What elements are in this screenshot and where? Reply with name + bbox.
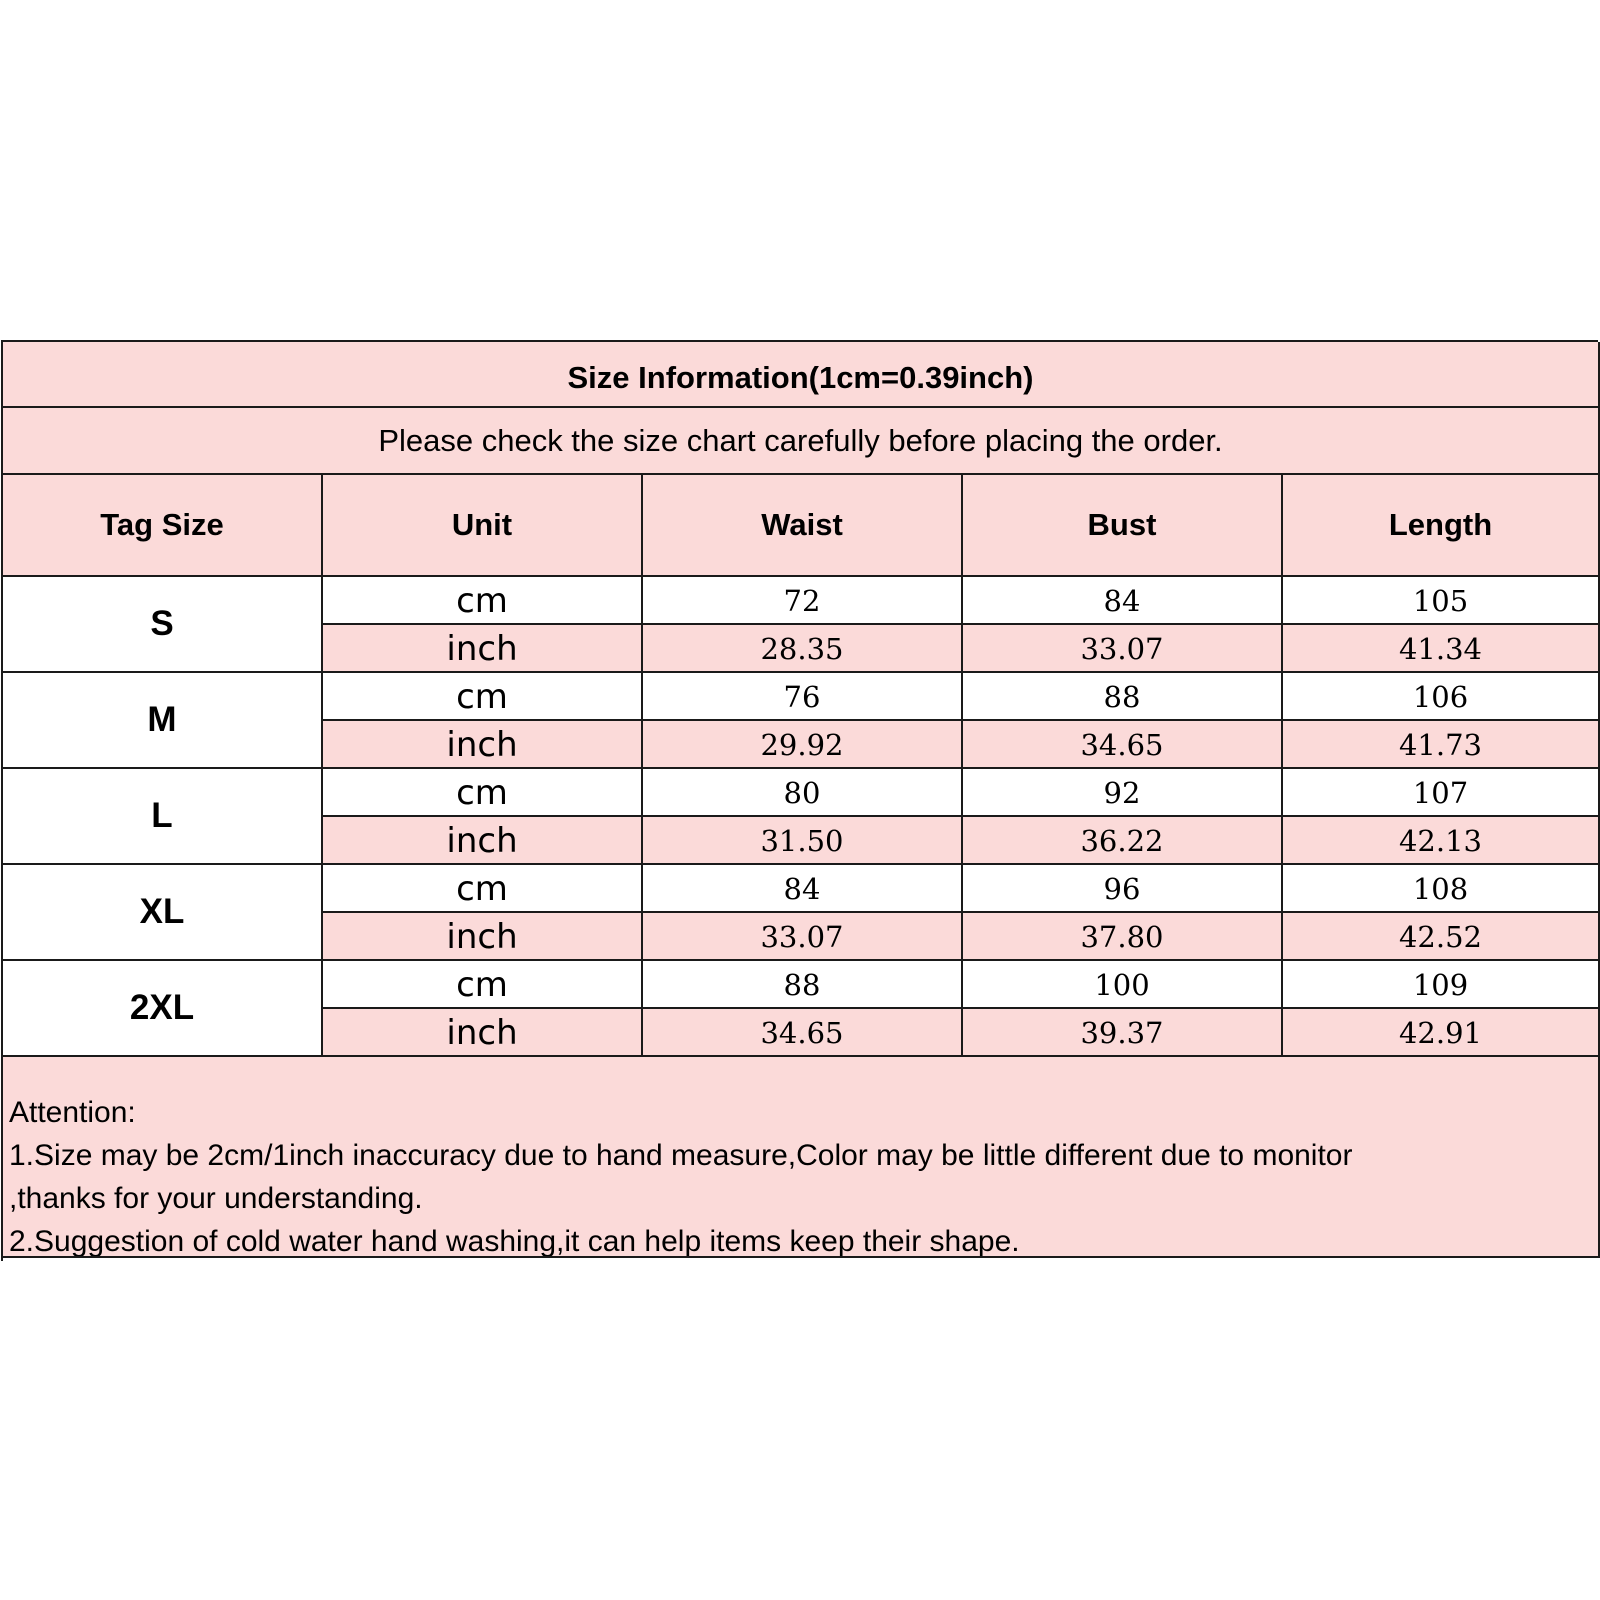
length-cell: 105 — [1283, 577, 1600, 625]
size-label-s: S — [3, 577, 323, 673]
waist-cell: 80 — [643, 769, 963, 817]
unit-cell: inch — [323, 913, 643, 961]
length-cell: 42.52 — [1283, 913, 1600, 961]
attention-line-1-continued: ,thanks for your understanding. — [9, 1182, 423, 1215]
bust-cell: 100 — [963, 961, 1283, 1009]
size-label-2xl: 2XL — [3, 961, 323, 1057]
unit-cell: inch — [323, 721, 643, 769]
bust-cell: 92 — [963, 769, 1283, 817]
attention-line-2: 2.Suggestion of cold water hand washing,it can help items keep their shape. — [9, 1225, 1020, 1258]
waist-cell: 29.92 — [643, 721, 963, 769]
waist-cell: 76 — [643, 673, 963, 721]
size-chart-title: Size Information(1cm=0.39inch) — [3, 342, 1600, 408]
length-cell: 108 — [1283, 865, 1600, 913]
header-waist: Waist — [643, 475, 963, 577]
unit-cell: cm — [323, 865, 643, 913]
length-cell: 42.13 — [1283, 817, 1600, 865]
unit-cell: cm — [323, 961, 643, 1009]
attention-heading: Attention: — [9, 1096, 136, 1129]
unit-cell: inch — [323, 817, 643, 865]
length-cell: 42.91 — [1283, 1009, 1600, 1057]
attention-line-1: 1.Size may be 2cm/1inch inaccuracy due to hand measure,Color may be little different due to monitor — [9, 1139, 1353, 1172]
size-label-xl: XL — [3, 865, 323, 961]
size-label-m: M — [3, 673, 323, 769]
length-cell: 41.34 — [1283, 625, 1600, 673]
bust-cell: 37.80 — [963, 913, 1283, 961]
length-cell: 107 — [1283, 769, 1600, 817]
bust-cell: 33.07 — [963, 625, 1283, 673]
size-label-l: L — [3, 769, 323, 865]
length-cell: 41.73 — [1283, 721, 1600, 769]
bust-cell: 39.37 — [963, 1009, 1283, 1057]
attention-notes — [3, 1057, 1600, 1258]
waist-cell: 31.50 — [643, 817, 963, 865]
bust-cell: 96 — [963, 865, 1283, 913]
bust-cell: 84 — [963, 577, 1283, 625]
bust-cell: 88 — [963, 673, 1283, 721]
unit-cell: cm — [323, 577, 643, 625]
header-unit: Unit — [323, 475, 643, 577]
header-tag-size: Tag Size — [3, 475, 323, 577]
size-chart-table — [1, 340, 1598, 1261]
waist-cell: 84 — [643, 865, 963, 913]
bust-cell: 36.22 — [963, 817, 1283, 865]
waist-cell: 33.07 — [643, 913, 963, 961]
length-cell: 109 — [1283, 961, 1600, 1009]
unit-cell: inch — [323, 1009, 643, 1057]
waist-cell: 34.65 — [643, 1009, 963, 1057]
waist-cell: 28.35 — [643, 625, 963, 673]
size-chart-subtitle: Please check the size chart carefully before placing the order. — [3, 408, 1600, 475]
header-bust: Bust — [963, 475, 1283, 577]
length-cell: 106 — [1283, 673, 1600, 721]
waist-cell: 88 — [643, 961, 963, 1009]
waist-cell: 72 — [643, 577, 963, 625]
bust-cell: 34.65 — [963, 721, 1283, 769]
unit-cell: inch — [323, 625, 643, 673]
header-length: Length — [1283, 475, 1600, 577]
unit-cell: cm — [323, 769, 643, 817]
unit-cell: cm — [323, 673, 643, 721]
